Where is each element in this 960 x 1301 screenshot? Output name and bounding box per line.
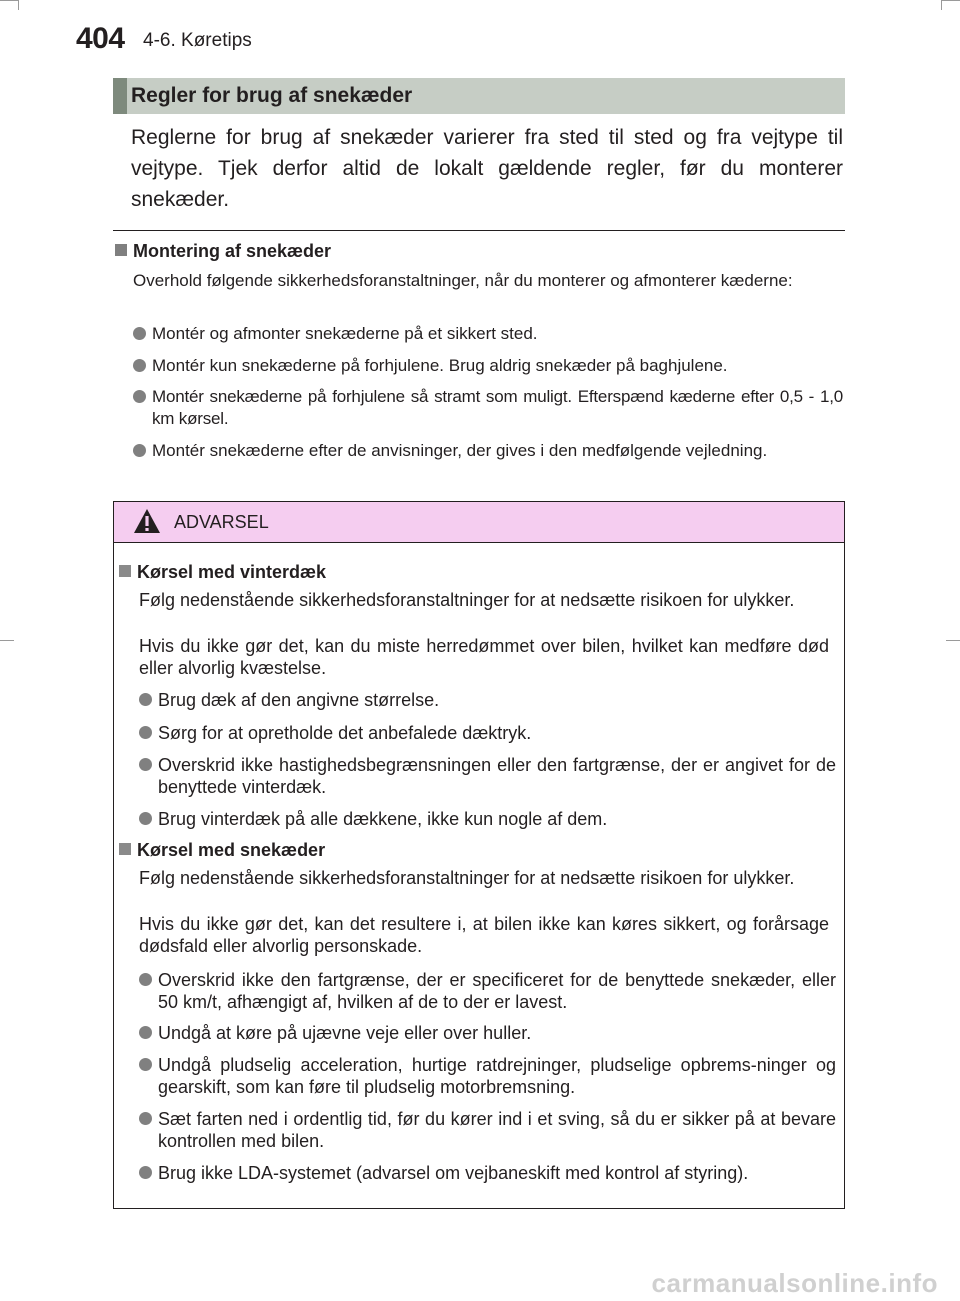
list-item-text: Brug dæk af den angivne størrelse. [158,690,440,710]
section-title: Regler for brug af snekæder [131,84,413,107]
warning-label: ADVARSEL [174,512,269,532]
list-item [139,1108,836,1152]
crop-mark [946,640,960,641]
chains-para-1: Følg nedenstående sikkerhedsforanstaltninger for at nedsætte risikoen for ulykker. [139,868,795,888]
chains-para-2: Hvis du ikke gør det, kan det resultere i, at bilen ikke kan køres sikkert, og forårsage dødsfald eller alvorlig personskade. [139,914,829,956]
bullet-dot-icon [139,973,152,986]
list-item-text: Sæt farten ned i ordentlig tid, før du kører ind i et sving, så du er sikker på at bevare kontrollen med bilen. [158,1109,836,1151]
list-item [133,386,843,430]
crop-mark [18,0,19,10]
list-item [139,1022,836,1044]
bullet-dot-icon [139,1112,152,1125]
section-intro: Reglerne for brug af snekæder varierer fra sted til sted og fra vejtype til vejtype. Tjek derfor altid de lokalt gældende regler, før du monterer snekæder. [131,126,843,211]
list-item-text: Montér snekæderne efter de anvisninger, der gives i den medfølgende vejledning. [152,441,768,460]
warning-triangle-icon [133,508,161,534]
list-item-text: Brug ikke LDA-systemet (advarsel om vejbaneskift med kontrol af styring). [158,1163,749,1183]
crop-mark [941,0,942,10]
bullet-dot-icon [139,1058,152,1071]
list-item [139,808,836,830]
crop-mark [942,0,960,1]
bullet-dot-icon [133,327,146,340]
square-bullet-icon [115,244,127,256]
square-bullet-icon [119,843,131,855]
bullet-dot-icon [139,758,152,771]
list-item [139,969,836,1013]
list-item-text: Overskrid ikke hastighedsbegrænsningen eller den fartgrænse, der er angivet for de benyttede vinterdæk. [158,755,836,797]
warning-header [114,502,844,543]
winter-para-2: Hvis du ikke gør det, kan du miste herredømmet over bilen, hvilket kan medføre død eller alvorlig kvæstelse. [139,636,829,678]
bullet-dot-icon [139,693,152,706]
page-number: 404 [76,22,125,55]
section-heading [113,78,845,114]
bullet-dot-icon [139,1166,152,1179]
bullet-dot-icon [133,444,146,457]
list-item-text: Montér kun snekæderne på forhjulene. Brug aldrig snekæder på baghjulene. [152,356,728,375]
list-item [139,689,836,711]
winter-para-1: Følg nedenstående sikkerhedsforanstaltninger for at nedsætte risikoen for ulykker. [139,590,795,610]
list-item-text: Montér snekæderne på forhjulene så stramt som muligt. Efterspænd kæderne efter 0,5 - 1,0 km kørsel. [152,387,843,428]
list-item-text: Sørg for at opretholde det anbefalede dæktryk. [158,723,532,743]
mounting-heading [115,241,331,262]
list-item [139,1054,836,1098]
chains-heading-text: Kørsel med snekæder [137,840,326,860]
list-item-text: Undgå at køre på ujævne veje eller over huller. [158,1023,532,1043]
mounting-heading-text: Montering af snekæder [133,241,332,261]
mounting-intro: Overhold følgende sikkerhedsforanstaltninger, når du monterer og afmonterer kæderne: [133,271,793,290]
crop-mark [0,0,18,1]
square-bullet-icon [119,565,131,577]
bullet-dot-icon [133,390,146,403]
list-item [139,1162,836,1184]
section-path: 4-6. Køretips [143,30,252,51]
bullet-dot-icon [133,359,146,372]
list-item [133,323,843,345]
list-item [133,355,843,377]
bullet-dot-icon [139,812,152,825]
list-item-text: Undgå pludselig acceleration, hurtige ratdrejninger, pludselige opbrems-ninger og gearskift, som kan føre til pludselig motorbremsning. [158,1055,836,1097]
bullet-dot-icon [139,1026,152,1039]
warning-box [113,501,845,1209]
divider [113,230,845,231]
list-item-text: Montér og afmonter snekæderne på et sikkert sted. [152,324,538,343]
list-item [139,754,836,798]
list-item [133,440,843,462]
list-item-text: Overskrid ikke den fartgrænse, der er specificeret for de benyttede snekæder, eller 50 km/t, afhængigt af, hvilken af de to der er lavest. [158,970,836,1012]
list-item-text: Brug vinterdæk på alle dækkene, ikke kun nogle af dem. [158,809,608,829]
crop-mark [0,640,14,641]
list-item [139,722,836,744]
winter-heading-text: Kørsel med vinterdæk [137,562,327,582]
section-heading-bar [113,78,127,114]
bullet-dot-icon [139,726,152,739]
winter-heading [119,562,326,583]
watermark: carmanualsonline.info [651,1268,938,1298]
chains-heading [119,840,325,861]
